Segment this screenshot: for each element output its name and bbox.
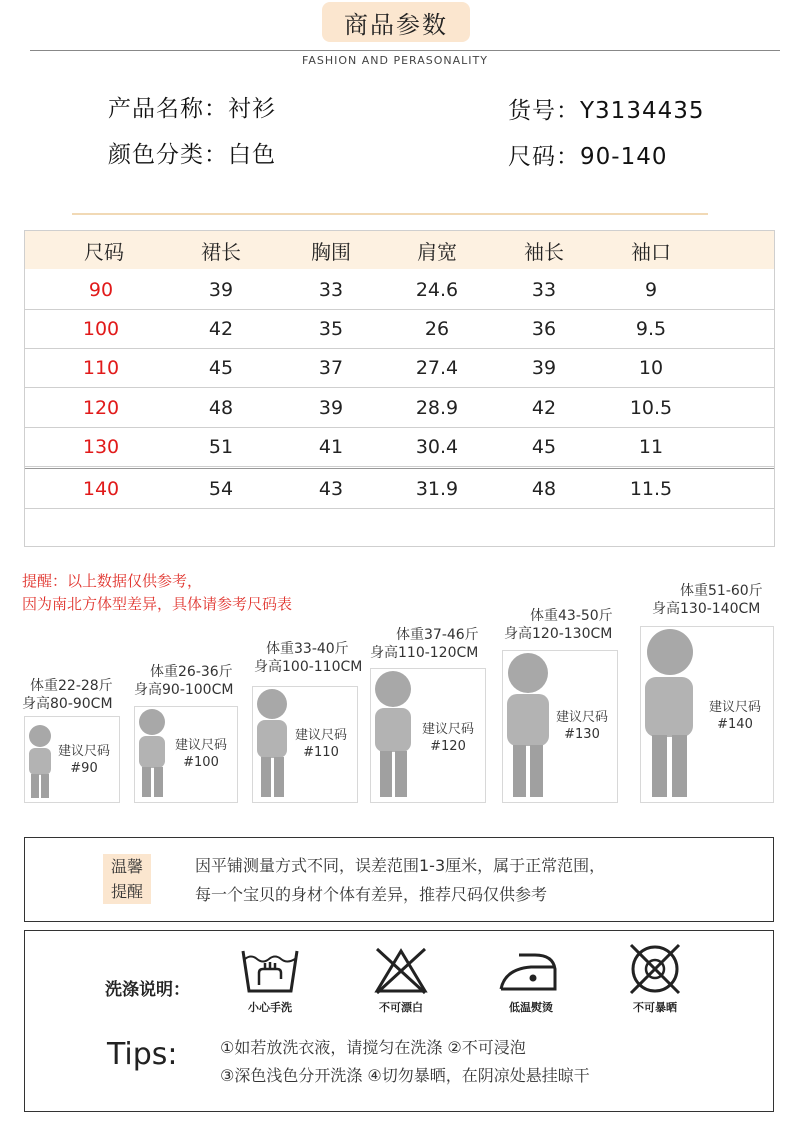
product-name: 产品名称：衬衫 <box>108 96 276 122</box>
cell-value: 11.5 <box>629 477 673 500</box>
table-row <box>25 468 774 509</box>
cell-size: 120 <box>82 396 120 419</box>
reference-note-line2: 因为南北方体型差异，具体请参考尺码表 <box>22 595 293 613</box>
cell-value: 35 <box>318 317 344 340</box>
cell-size: 110 <box>82 356 120 379</box>
size-card <box>24 716 120 803</box>
cell-value: 33 <box>531 278 557 301</box>
header-size: 尺码 <box>84 239 124 264</box>
reminder-tag <box>103 854 151 904</box>
kid-height: 身高130-140CM <box>652 601 761 617</box>
cell-value: 42 <box>208 317 234 340</box>
kid-weight: 体重26-36斤 <box>150 664 233 680</box>
no-bleach-icon <box>371 945 431 995</box>
header-sleeve: 袖长 <box>524 239 564 264</box>
size-card <box>252 686 358 803</box>
kid-weight: 体重22-28斤 <box>30 678 113 694</box>
header-cuff: 袖口 <box>631 239 671 264</box>
tips-line1: ①如若放洗衣液，请搅匀在洗涤 ②不可浸泡 <box>220 1038 526 1057</box>
table-row <box>25 348 774 388</box>
cell-value: 43 <box>318 477 344 500</box>
cell-value: 48 <box>531 477 557 500</box>
cell-value: 51 <box>208 435 234 458</box>
reference-note-line1: 提醒：以上数据仅供参考， <box>22 572 203 590</box>
kid-height: 身高80-90CM <box>22 696 113 712</box>
cell-value: 45 <box>208 356 234 379</box>
kid-size: #100 <box>183 755 219 770</box>
kid-weight: 体重33-40斤 <box>266 641 349 657</box>
child-silhouette-icon <box>641 627 701 801</box>
cell-value: 37 <box>318 356 344 379</box>
no-sun-icon <box>627 941 683 997</box>
kid-height: 身高90-100CM <box>134 682 234 698</box>
no-sun-label: 不可暴晒 <box>633 1001 677 1014</box>
cell-value: 10 <box>638 356 664 379</box>
reminder-tag-line2: 提醒 <box>110 882 143 901</box>
cell-value: 30.4 <box>415 435 459 458</box>
reminder-tag-line1: 温馨 <box>110 857 143 876</box>
cell-value: 10.5 <box>629 396 673 419</box>
cell-value: 31.9 <box>415 477 459 500</box>
header-shoulder: 肩宽 <box>417 239 457 264</box>
kid-weight: 体重43-50斤 <box>530 608 613 624</box>
header-chest: 胸围 <box>311 239 351 264</box>
kid-height: 身高110-120CM <box>370 645 479 661</box>
kid-recommend: 建议尺码 <box>708 700 761 715</box>
kid-size: #90 <box>70 761 98 776</box>
table-row <box>25 270 774 310</box>
kid-weight: 体重51-60斤 <box>680 583 763 599</box>
cell-value: 28.9 <box>415 396 459 419</box>
cell-value: 33 <box>318 278 344 301</box>
cell-value: 41 <box>318 435 344 458</box>
cell-value: 39 <box>531 356 557 379</box>
kid-recommend: 建议尺码 <box>57 744 110 759</box>
kid-recommend: 建议尺码 <box>421 722 474 737</box>
cell-value: 54 <box>208 477 234 500</box>
kid-size: #130 <box>564 727 600 742</box>
cell-value: 11 <box>638 435 664 458</box>
product-sku: 货号：Y3134435 <box>508 98 705 124</box>
tips-heading: Tips: <box>107 1037 178 1072</box>
size-card <box>640 626 774 803</box>
kid-size: #140 <box>717 717 753 732</box>
cell-value: 48 <box>208 396 234 419</box>
size-card <box>134 706 238 803</box>
cell-size: 90 <box>88 278 114 301</box>
hand-wash-label: 小心手洗 <box>248 1001 292 1014</box>
low-iron-label: 低温熨烫 <box>509 1001 553 1014</box>
header-length: 裙长 <box>201 239 241 264</box>
cell-value: 27.4 <box>415 356 459 379</box>
wash-box <box>24 930 774 1112</box>
cell-value: 9.5 <box>635 317 667 340</box>
cell-value: 36 <box>531 317 557 340</box>
reminder-line1: 因平铺测量方式不同，误差范围1-3厘米，属于正常范围， <box>195 856 606 875</box>
cell-value: 39 <box>208 278 234 301</box>
kid-weight: 体重37-46斤 <box>396 627 479 643</box>
size-card <box>502 650 618 803</box>
table-header <box>25 231 774 269</box>
kid-size: #110 <box>303 745 339 760</box>
kid-height: 身高120-130CM <box>504 626 613 642</box>
header-divider <box>30 50 780 51</box>
cell-value: 39 <box>318 396 344 419</box>
table-row <box>25 388 774 428</box>
no-bleach-label: 不可漂白 <box>379 1001 423 1014</box>
product-color: 颜色分类：白色 <box>108 142 276 168</box>
kid-height: 身高100-110CM <box>254 659 363 675</box>
wash-title: 洗涤说明： <box>105 980 190 1000</box>
cell-size: 130 <box>82 435 120 458</box>
size-table <box>24 230 775 547</box>
cell-size: 100 <box>82 317 120 340</box>
kid-recommend: 建议尺码 <box>555 710 608 725</box>
size-card <box>370 668 486 803</box>
reminder-box <box>24 837 774 922</box>
info-divider <box>72 213 708 215</box>
hand-wash-icon <box>237 945 303 995</box>
table-row <box>25 427 774 467</box>
product-size: 尺码：90-140 <box>508 144 668 170</box>
kid-size: #120 <box>430 739 466 754</box>
cell-value: 24.6 <box>415 278 459 301</box>
section-title: 商品参数 <box>322 2 470 42</box>
cell-value: 45 <box>531 435 557 458</box>
low-iron-icon <box>495 945 561 995</box>
kid-recommend: 建议尺码 <box>174 738 227 753</box>
cell-size: 140 <box>82 477 120 500</box>
kid-recommend: 建议尺码 <box>294 728 347 743</box>
table-row <box>25 309 774 349</box>
cell-value: 26 <box>424 317 450 340</box>
cell-value: 9 <box>644 278 658 301</box>
cell-value: 42 <box>531 396 557 419</box>
tips-line2: ③深色浅色分开洗涤 ④切勿暴晒，在阴凉处悬挂晾干 <box>220 1066 590 1085</box>
reminder-line2: 每一个宝贝的身材个体有差异，推荐尺码仅供参考 <box>195 885 548 904</box>
section-subtitle: FASHION AND PERASONALITY <box>302 54 488 67</box>
